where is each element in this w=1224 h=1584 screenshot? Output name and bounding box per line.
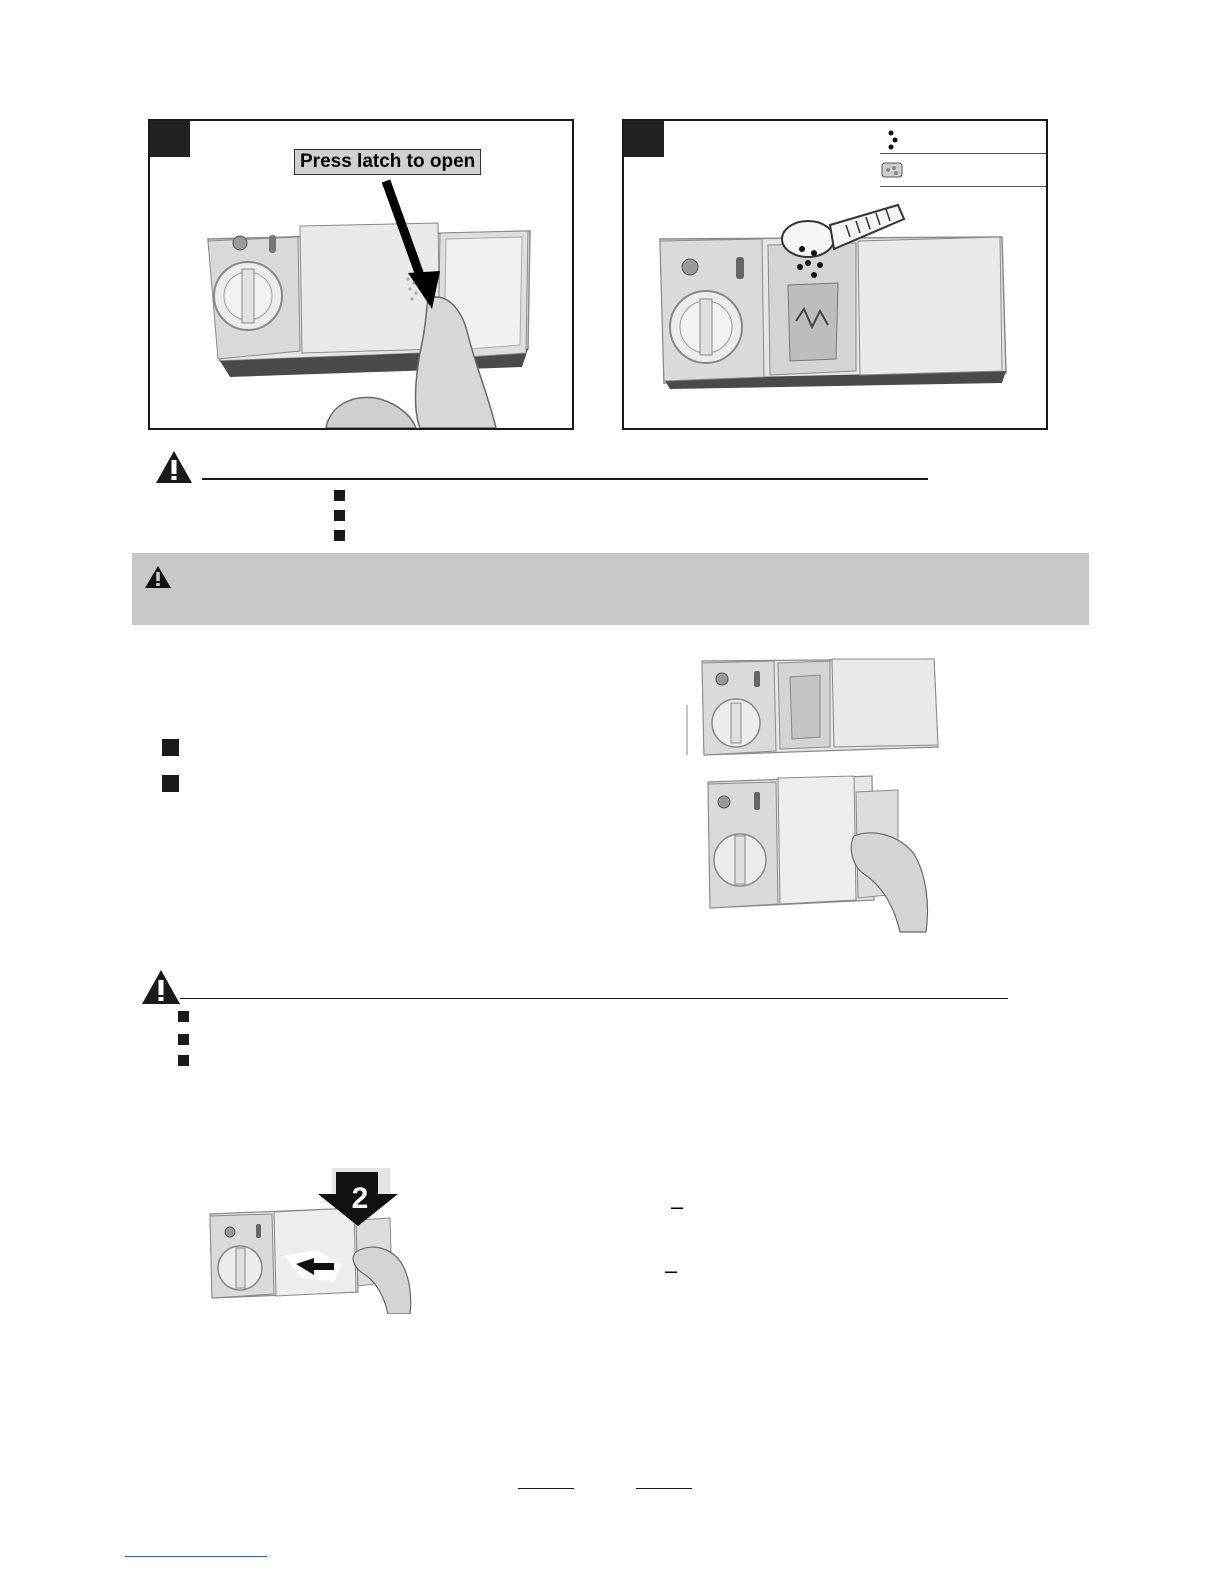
note-band <box>132 553 1089 625</box>
figure-press-latch <box>148 119 574 430</box>
warning-2-bullet-3 <box>178 1055 189 1066</box>
footer-underline-right <box>636 1488 692 1489</box>
dispenser-photo-step-2 <box>206 1164 412 1314</box>
dispenser-photo-filling <box>624 121 1046 428</box>
section-bullet-2 <box>162 775 179 792</box>
footer-underline-left <box>518 1488 574 1489</box>
dispenser-photo-lid-open <box>686 655 942 759</box>
press-latch-callout: Press latch to open <box>294 149 481 175</box>
dispenser-photo-open-latch <box>150 121 572 428</box>
warning-1-rule <box>202 478 928 480</box>
warning-2-bullet-2 <box>178 1034 189 1045</box>
warning-1-bullet-2 <box>334 510 345 521</box>
warning-1-bullet-1 <box>334 490 345 501</box>
section-bullet-1 <box>162 739 179 756</box>
warning-triangle-icon <box>140 968 182 1006</box>
warning-2-bullet-1 <box>178 1011 189 1022</box>
figure-fill-detergent <box>622 119 1048 430</box>
text-dash-2: – <box>665 1258 678 1283</box>
dispenser-photo-closing-lid <box>704 774 930 934</box>
text-dash-1: – <box>671 1194 684 1219</box>
warning-2-rule <box>180 998 1008 999</box>
warning-triangle-icon <box>154 449 194 485</box>
footer-link-underline[interactable] <box>125 1556 267 1557</box>
warning-1-bullet-3 <box>334 530 345 541</box>
step-2-number: 2 <box>351 1182 369 1215</box>
warning-triangle-icon <box>144 565 172 589</box>
